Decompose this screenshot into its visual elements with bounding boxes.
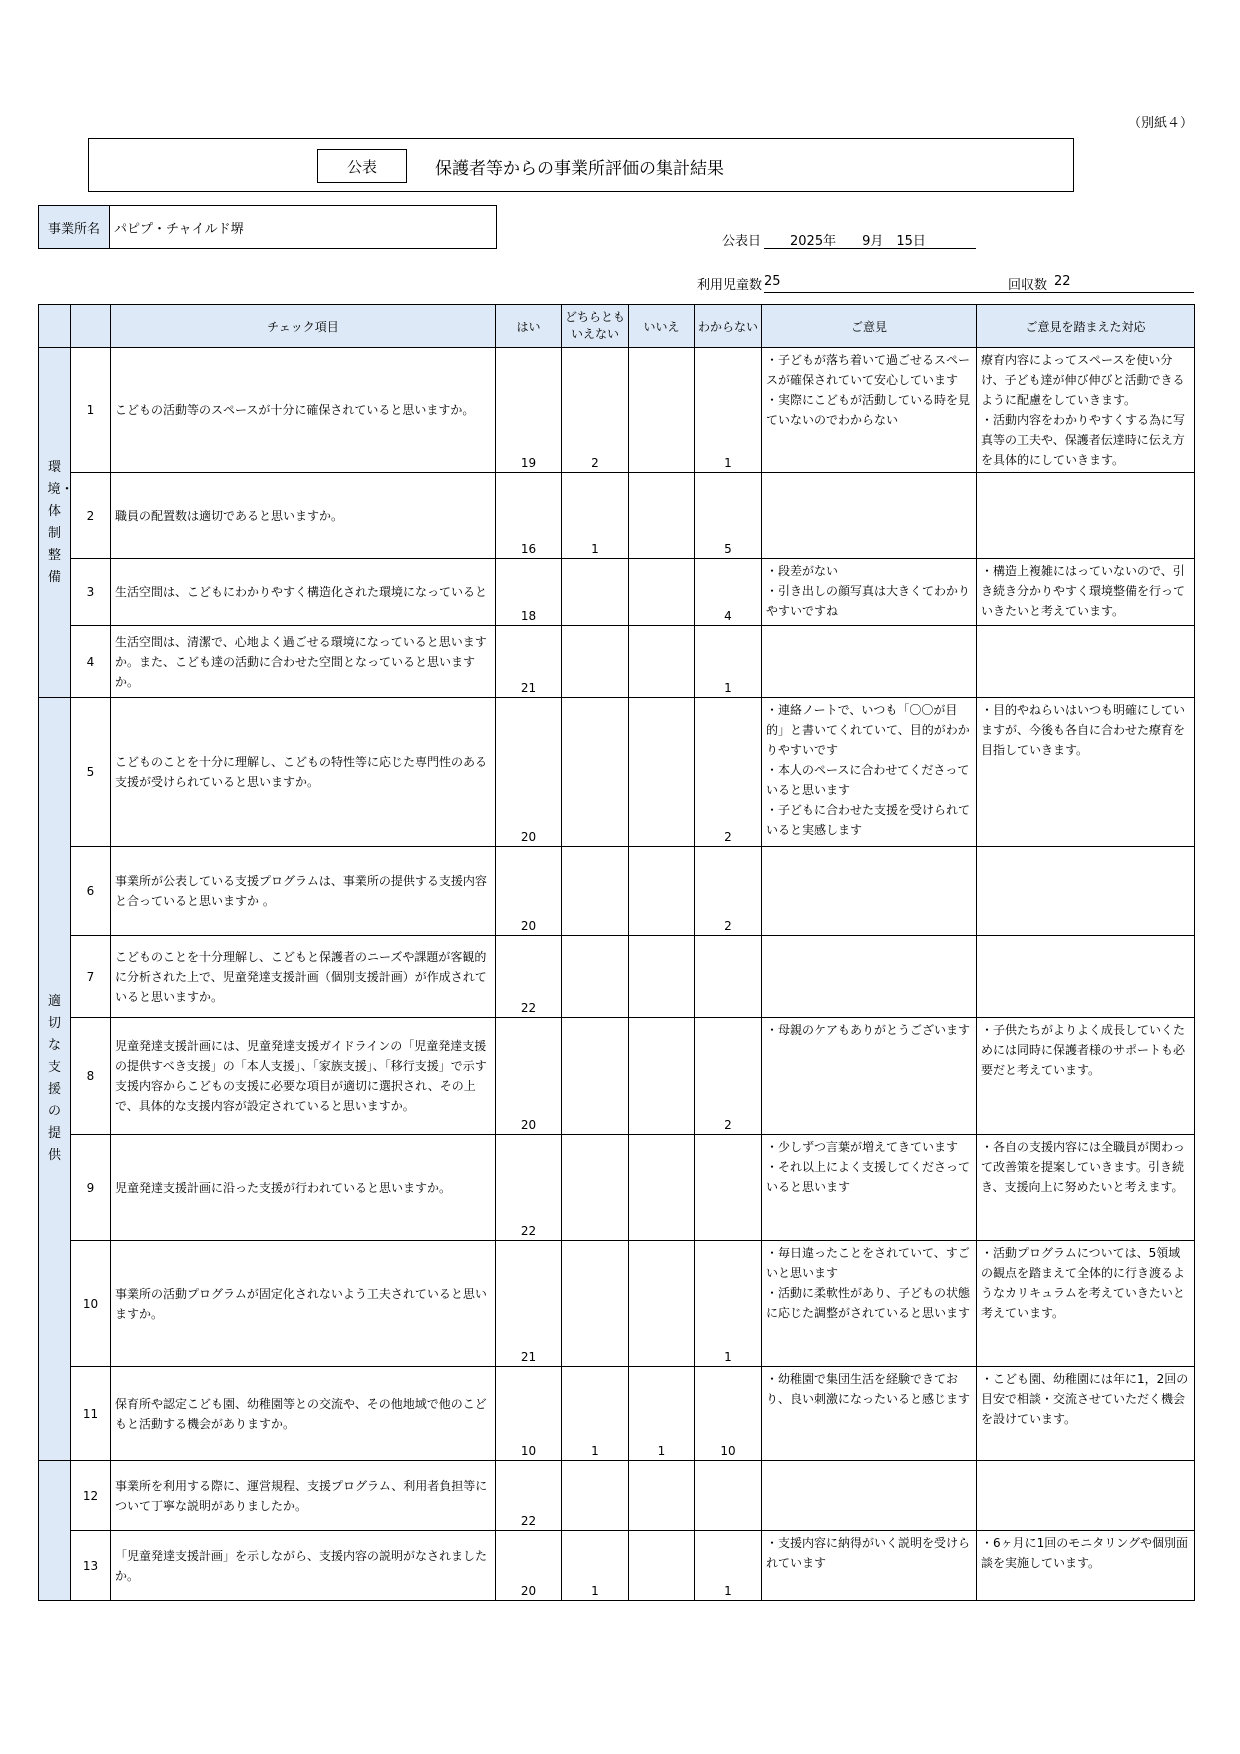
count-no <box>629 698 695 847</box>
category-label: 適切な支援の提供 <box>47 994 61 1163</box>
category-cell <box>39 698 71 1461</box>
count-yes: 22 <box>496 1135 562 1241</box>
page-title: 保護者等からの事業所評価の集計結果 <box>435 159 724 179</box>
row-number: 2 <box>71 473 111 559</box>
row-number: 9 <box>71 1135 111 1241</box>
table-row <box>39 473 1195 559</box>
opinion-text <box>762 936 977 1018</box>
count-yes: 20 <box>496 847 562 936</box>
header-neutral: どちらとも いえない <box>562 305 629 348</box>
header-item: チェック項目 <box>111 305 496 348</box>
header-no: いいえ <box>629 305 695 348</box>
response-text: ・目的やねらいはいつも明確にしていますが、今後も各自に合わせた療育を目指していきます。 <box>977 698 1195 847</box>
category-label: 環境・体制整備 <box>47 459 74 585</box>
count-neutral <box>562 1018 629 1135</box>
count-neutral <box>562 1135 629 1241</box>
table-row <box>39 626 1195 698</box>
response-text: ・活動プログラムについては、5領域の観点を踏まえて全体的に行き渡るようなカリキュラムを考えていきたいと考えています。 <box>977 1241 1195 1367</box>
count-no <box>629 1461 695 1531</box>
count-yes: 21 <box>496 626 562 698</box>
count-no <box>629 847 695 936</box>
count-unknown: 2 <box>695 847 762 936</box>
children-label: 利用児童数 <box>697 278 763 293</box>
count-yes: 20 <box>496 1018 562 1135</box>
table-row <box>39 936 1195 1018</box>
count-unknown: 2 <box>695 1018 762 1135</box>
row-number: 1 <box>71 348 111 473</box>
row-number: 4 <box>71 626 111 698</box>
publish-date-value: 2025年 9月 15日 <box>790 234 926 249</box>
table-row <box>39 1018 1195 1135</box>
count-yes: 16 <box>496 473 562 559</box>
header-unknown: わからない <box>695 305 762 348</box>
count-neutral <box>562 936 629 1018</box>
response-text <box>977 936 1195 1018</box>
count-yes: 22 <box>496 936 562 1018</box>
header-number <box>71 305 111 348</box>
question-text: こどものことを十分理解し、こどもと保護者のニーズや課題が客観的に分析された上で、児童発達支援計画（個別支援計画）が作成されていると思いますか。 <box>111 936 496 1018</box>
stats-underline <box>764 292 1194 293</box>
evaluation-table <box>38 304 1195 1601</box>
header-row <box>39 305 1195 348</box>
annex-label: （別紙４） <box>1128 116 1194 131</box>
response-text <box>977 473 1195 559</box>
count-neutral <box>562 1461 629 1531</box>
response-text <box>977 626 1195 698</box>
publish-date-underline <box>764 248 976 249</box>
count-neutral <box>562 698 629 847</box>
count-yes: 21 <box>496 1241 562 1367</box>
collected-count: 22 <box>1054 274 1071 289</box>
opinion-text <box>762 1461 977 1531</box>
table-row <box>39 1135 1195 1241</box>
question-text: こどものことを十分に理解し、こどもの特性等に応じた専門性のある支援が受けられていると思いますか。 <box>111 698 496 847</box>
opinion-text: ・子どもが落ち着いて過ごせるスペースが確保されていて安心しています ・実際にこどもが活動している時を見ていないのでわからない <box>762 348 977 473</box>
question-text: こどもの活動等のスペースが十分に確保されていると思いますか。 <box>111 348 496 473</box>
count-neutral: 1 <box>562 473 629 559</box>
count-no <box>629 626 695 698</box>
question-text: 児童発達支援計画に沿った支援が行われていると思いますか。 <box>111 1135 496 1241</box>
count-yes: 22 <box>496 1461 562 1531</box>
table-row <box>39 559 1195 626</box>
header-opinion: ご意見 <box>762 305 977 348</box>
row-number: 3 <box>71 559 111 626</box>
count-no <box>629 473 695 559</box>
count-unknown: 1 <box>695 1531 762 1601</box>
count-neutral <box>562 559 629 626</box>
category-cell <box>39 348 74 698</box>
question-text: 生活空間は、清潔で、心地よく過ごせる環境になっていると思いますか。また、こども達の活動に合わせた空間となっていると思いますか。 <box>111 626 496 698</box>
question-text: 事業所が公表している支援プログラムは、事業所の提供する支援内容と合っていると思いますか 。 <box>111 847 496 936</box>
count-unknown: 1 <box>695 348 762 473</box>
count-unknown <box>695 1461 762 1531</box>
response-text <box>977 847 1195 936</box>
table-row <box>39 1241 1195 1367</box>
row-number: 5 <box>71 698 111 847</box>
row-number: 13 <box>71 1531 111 1601</box>
count-unknown: 1 <box>695 626 762 698</box>
opinion-text <box>762 626 977 698</box>
table-row <box>39 1531 1195 1601</box>
response-text: ・構造上複雑にはっていないので、引き続き分かりやすく環境整備を行っていきたいと考えています。 <box>977 559 1195 626</box>
count-yes: 18 <box>496 559 562 626</box>
question-text: 事業所の活動プログラムが固定化されないよう工夫されていると思いますか。 <box>111 1241 496 1367</box>
response-text: 療育内容によってスペースを使い分け、子ども達が伸び伸びと活動できるように配慮をしていきます。 ・活動内容をわかりやすくする為に写真等の工夫や、保護者伝達時に伝え方を具体的にしていきます。 <box>977 348 1195 473</box>
question-text: 保育所や認定こども園、幼稚園等との交流や、その他地域で他のこどもと活動する機会がありますか。 <box>111 1367 496 1461</box>
response-text: ・こども園、幼稚園には年に1，2回の目安で相談・交流させていただく機会を設けています。 <box>977 1367 1195 1461</box>
header-response: ご意見を踏まえた対応 <box>977 305 1195 348</box>
count-no <box>629 936 695 1018</box>
response-text <box>977 1461 1195 1531</box>
opinion-text: ・毎日違ったことをされていて、すごいと思います ・活動に柔軟性があり、子どもの状態に応じた調整がされていると思います <box>762 1241 977 1367</box>
table-row <box>39 847 1195 936</box>
children-count: 25 <box>764 274 781 289</box>
office-name: パピプ・チャイルド堺 <box>114 221 244 237</box>
count-unknown: 10 <box>695 1367 762 1461</box>
table-row <box>39 1461 1195 1531</box>
table-row <box>39 1367 1195 1461</box>
publish-date-label: 公表日 <box>722 234 762 249</box>
office-box <box>38 205 497 249</box>
count-yes: 20 <box>496 1531 562 1601</box>
opinion-text: ・幼稚園で集団生活を経験できており、良い刺激になったいると感じます <box>762 1367 977 1461</box>
row-number: 10 <box>71 1241 111 1367</box>
title-box <box>88 138 1074 192</box>
row-number: 12 <box>71 1461 111 1531</box>
header-yes: はい <box>496 305 562 348</box>
opinion-text: ・支援内容に納得がいく説明を受けられています <box>762 1531 977 1601</box>
count-yes: 20 <box>496 698 562 847</box>
count-yes: 10 <box>496 1367 562 1461</box>
count-unknown: 5 <box>695 473 762 559</box>
response-text: ・子供たちがよりよく成長していくためには同時に保護者様のサポートも必要だと考えています。 <box>977 1018 1195 1135</box>
response-text: ・各自の支援内容には全職員が関わって改善策を提案していきます。引き続き、支援向上に努めたいと考えます。 <box>977 1135 1195 1241</box>
count-unknown: 1 <box>695 1241 762 1367</box>
question-text: 生活空間は、こどもにわかりやすく構造化された環境になっていると <box>111 559 496 626</box>
row-number: 7 <box>71 936 111 1018</box>
count-unknown <box>695 936 762 1018</box>
question-text: 職員の配置数は適切であると思いますか。 <box>111 473 496 559</box>
row-number: 11 <box>71 1367 111 1461</box>
count-no: 1 <box>629 1367 695 1461</box>
count-yes: 19 <box>496 348 562 473</box>
count-unknown: 4 <box>695 559 762 626</box>
count-no <box>629 1241 695 1367</box>
opinion-text: ・母親のケアもありがとうございます <box>762 1018 977 1135</box>
count-no <box>629 348 695 473</box>
response-text: ・6ヶ月に1回のモニタリングや個別面談を実施しています。 <box>977 1531 1195 1601</box>
count-no <box>629 1018 695 1135</box>
publish-badge: 公表 <box>317 149 407 183</box>
question-text: 児童発達支援計画には、児童発達支援ガイドラインの「児童発達支援の提供すべき支援」の「本人支援」、「家族支援」、「移行支援」で示す支援内容からこどもの支援に必要な項目が適切に選択され、その上で、具体的な支援内容が設定されていると思いますか。 <box>111 1018 496 1135</box>
count-no <box>629 1531 695 1601</box>
question-text: 「児童発達支援計画」を示しながら、支援内容の説明がなされましたか。 <box>111 1531 496 1601</box>
count-no <box>629 1135 695 1241</box>
table-row <box>39 348 1195 473</box>
count-unknown <box>695 1135 762 1241</box>
header-category <box>39 305 71 348</box>
count-neutral: 1 <box>562 1367 629 1461</box>
opinion-text: ・連絡ノートで、いつも「〇〇が目的」と書いてくれていて、目的がわかりやすいです ・本人のペースに合わせてくださっていると思います ・子どもに合わせた支援を受けられていると実感します <box>762 698 977 847</box>
count-neutral: 1 <box>562 1531 629 1601</box>
question-text: 事業所を利用する際に、運営規程、支援プログラム、利用者負担等について丁寧な説明がありましたか。 <box>111 1461 496 1531</box>
opinion-text: ・少しずつ言葉が増えてきています ・それ以上によく支援してくださっていると思います <box>762 1135 977 1241</box>
collected-label: 回収数 <box>1008 278 1048 293</box>
category-cell <box>39 1461 71 1601</box>
opinion-text: ・段差がない ・引き出しの顔写真は大きくてわかりやすいですね <box>762 559 977 626</box>
row-number: 6 <box>71 847 111 936</box>
opinion-text <box>762 473 977 559</box>
row-number: 8 <box>71 1018 111 1135</box>
count-neutral <box>562 1241 629 1367</box>
opinion-text <box>762 847 977 936</box>
count-no <box>629 559 695 626</box>
table-row <box>39 698 1195 847</box>
office-label: 事業所名 <box>39 206 110 248</box>
count-neutral <box>562 847 629 936</box>
count-neutral: 2 <box>562 348 629 473</box>
count-neutral <box>562 626 629 698</box>
count-unknown: 2 <box>695 698 762 847</box>
